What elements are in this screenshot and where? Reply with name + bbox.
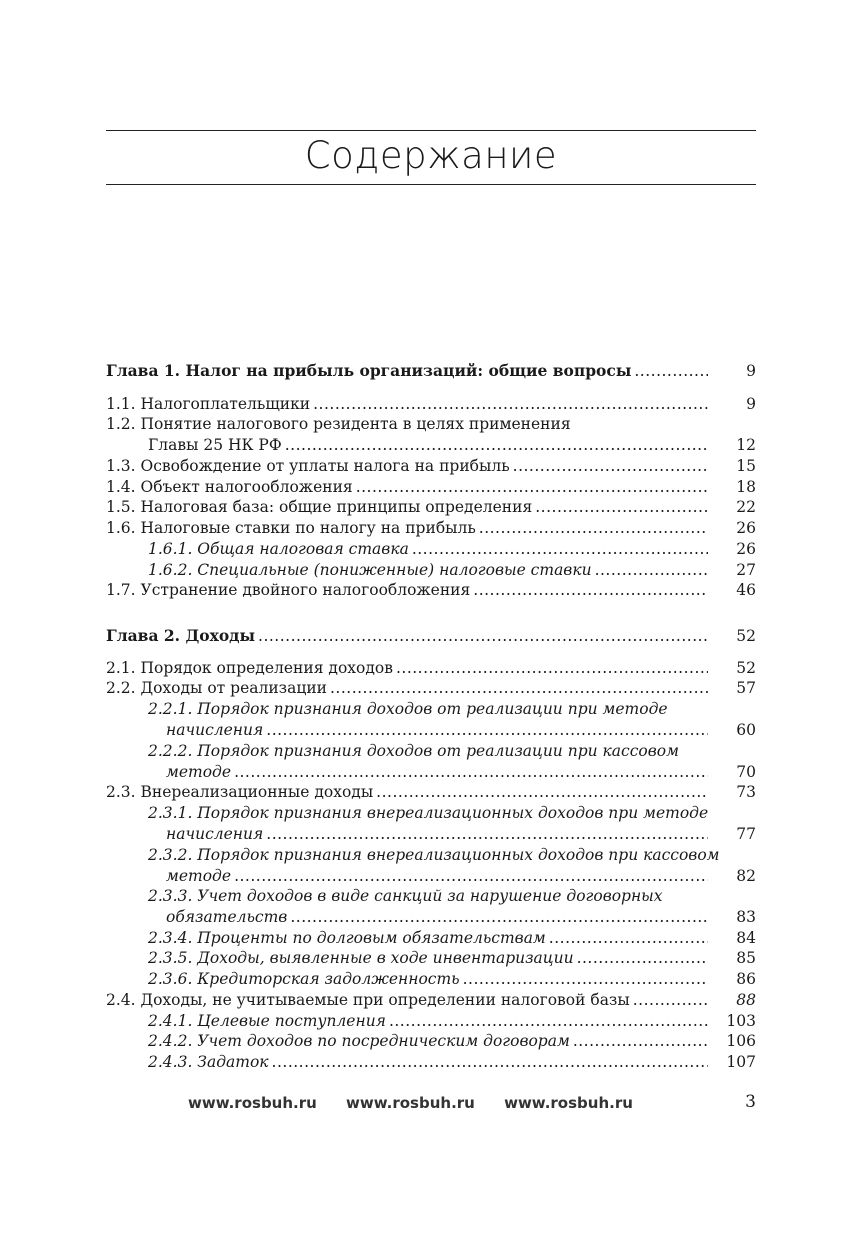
toc-entry-1-6-1[interactable] bbox=[106, 539, 756, 560]
toc-entry-1-7[interactable] bbox=[106, 580, 756, 601]
toc-label: начисления bbox=[166, 721, 264, 739]
toc-page: 70 bbox=[736, 763, 756, 781]
top-rule bbox=[106, 130, 756, 131]
page-title: Содержание bbox=[304, 134, 558, 177]
dot-leader bbox=[356, 477, 708, 498]
toc-page: 18 bbox=[736, 478, 756, 496]
page-number: 3 bbox=[745, 1092, 756, 1112]
toc-page: 46 bbox=[736, 581, 756, 599]
toc-entry-1-1[interactable] bbox=[106, 394, 756, 415]
toc-label-line1: 2.3.2. Порядок признания внереализационных доходов при кассовом bbox=[148, 846, 720, 864]
toc-label: 2.1. Порядок определения доходов bbox=[106, 659, 393, 677]
dot-leader bbox=[549, 928, 708, 949]
dot-leader bbox=[634, 361, 708, 382]
toc-label: 2.4.2. Учет доходов по посредническим договорам bbox=[148, 1032, 570, 1050]
toc-page: 103 bbox=[726, 1012, 756, 1030]
toc-label: 1.3. Освобождение от уплаты налога на прибыль bbox=[106, 457, 510, 475]
toc-label: 2.4.1. Целевые поступления bbox=[148, 1012, 386, 1030]
toc-entry-2-4-1[interactable] bbox=[106, 1011, 756, 1032]
dot-leader bbox=[633, 990, 708, 1011]
toc-entry-2-3-4[interactable] bbox=[106, 928, 756, 949]
toc-label: 1.1. Налогоплательщики bbox=[106, 395, 311, 413]
toc-page: 12 bbox=[736, 436, 756, 454]
toc-entry-2-3-2[interactable] bbox=[106, 845, 756, 887]
toc-label: 1.7. Устранение двойного налогообложения bbox=[106, 581, 471, 599]
footer-links bbox=[188, 1094, 657, 1112]
dot-leader bbox=[234, 866, 708, 887]
toc-page: 77 bbox=[736, 825, 756, 843]
toc-entry-2-3[interactable] bbox=[106, 782, 756, 803]
toc-page: 88 bbox=[736, 991, 756, 1009]
toc-page: 82 bbox=[736, 867, 756, 885]
toc-page: 86 bbox=[736, 970, 756, 988]
toc-entry-2-3-3[interactable] bbox=[106, 886, 756, 928]
toc-entry-1-4[interactable] bbox=[106, 477, 756, 498]
toc-page: 26 bbox=[736, 519, 756, 537]
toc-label: 2.3.4. Проценты по долговым обязательствам bbox=[148, 929, 546, 947]
toc-label: обязательств bbox=[166, 908, 288, 926]
toc-entry-2-1[interactable] bbox=[106, 658, 756, 679]
dot-leader bbox=[535, 497, 708, 518]
toc-label: методе bbox=[166, 867, 232, 885]
toc-page: 52 bbox=[736, 659, 756, 677]
toc-entry-1-5[interactable] bbox=[106, 497, 756, 518]
toc-entry-2-2[interactable] bbox=[106, 678, 756, 699]
toc-label-line1: 2.2.1. Порядок признания доходов от реализации при методе bbox=[148, 700, 668, 718]
toc-entry-1-2[interactable] bbox=[106, 414, 756, 456]
toc-entry-2-4[interactable] bbox=[106, 990, 756, 1011]
toc-entry-1-3[interactable] bbox=[106, 456, 756, 477]
toc-page: 57 bbox=[736, 679, 756, 697]
toc-label-line1: 2.3.1. Порядок признания внереализационных доходов при методе bbox=[148, 804, 709, 822]
toc-entry-2-3-1[interactable] bbox=[106, 803, 756, 845]
toc-entry-2-2-1[interactable] bbox=[106, 699, 756, 741]
toc-label: Глава 1. Налог на прибыль организаций: общие вопросы bbox=[106, 361, 632, 380]
dot-leader bbox=[290, 907, 708, 928]
toc-page: 22 bbox=[736, 498, 756, 516]
dot-leader bbox=[463, 969, 708, 990]
toc-label: 2.3.5. Доходы, выявленные в ходе инвентаризации bbox=[148, 949, 574, 967]
toc-label: 1.6.1. Общая налоговая ставка bbox=[148, 540, 409, 558]
dot-leader bbox=[389, 1011, 708, 1032]
toc-label: 2.4.3. Задаток bbox=[148, 1053, 269, 1071]
toc-entry-2-3-5[interactable] bbox=[106, 948, 756, 969]
footer-link[interactable]: www.rosbuh.ru bbox=[504, 1094, 633, 1112]
toc-label: 2.3. Внереализационные доходы bbox=[106, 783, 374, 801]
toc-page: 52 bbox=[736, 627, 756, 645]
dot-leader bbox=[266, 824, 708, 845]
toc-entry-2-2-2[interactable] bbox=[106, 741, 756, 783]
toc-entry-chapter-1[interactable] bbox=[106, 360, 756, 382]
dot-leader bbox=[412, 539, 708, 560]
dot-leader bbox=[285, 435, 708, 456]
toc-label: 1.4. Объект налогообложения bbox=[106, 478, 353, 496]
title-bottom-rule bbox=[106, 184, 756, 185]
toc-page: 73 bbox=[736, 783, 756, 801]
toc-entry-1-6[interactable] bbox=[106, 518, 756, 539]
toc-entry-2-4-2[interactable] bbox=[106, 1031, 756, 1052]
toc-label: Главы 25 НК РФ bbox=[148, 436, 282, 454]
dot-leader bbox=[258, 626, 708, 647]
dot-leader bbox=[479, 518, 708, 539]
toc-label-line1: 2.2.2. Порядок признания доходов от реализации при кассовом bbox=[148, 742, 679, 760]
toc-label: 1.6.2. Специальные (пониженные) налоговые ставки bbox=[148, 561, 592, 579]
toc-page: 106 bbox=[726, 1032, 756, 1050]
toc-label-line1: 1.2. Понятие налогового резидента в целях применения bbox=[106, 415, 571, 433]
toc-page: 107 bbox=[726, 1053, 756, 1071]
toc-label: начисления bbox=[166, 825, 264, 843]
dot-leader bbox=[376, 782, 708, 803]
toc-label-line1: 2.3.3. Учет доходов в виде санкций за нарушение договорных bbox=[148, 887, 663, 905]
dot-leader bbox=[313, 394, 708, 415]
toc-page: 84 bbox=[736, 929, 756, 947]
toc-page: 9 bbox=[746, 362, 756, 380]
toc-label: 2.4. Доходы, не учитываемые при определении налоговой базы bbox=[106, 991, 630, 1009]
toc-label: методе bbox=[166, 763, 232, 781]
toc-page: 83 bbox=[736, 908, 756, 926]
footer-link[interactable]: www.rosbuh.ru bbox=[188, 1094, 317, 1112]
toc-label: 1.5. Налоговая база: общие принципы определения bbox=[106, 498, 533, 516]
dot-leader bbox=[595, 560, 708, 581]
toc-entry-2-4-3[interactable] bbox=[106, 1052, 756, 1073]
toc-page: 9 bbox=[746, 395, 756, 413]
dot-leader bbox=[234, 762, 708, 783]
dot-leader bbox=[330, 678, 708, 699]
toc-entry-2-3-6[interactable] bbox=[106, 969, 756, 990]
toc-entry-1-6-2[interactable] bbox=[106, 560, 756, 581]
toc-entry-chapter-2[interactable] bbox=[106, 625, 756, 647]
toc-label: 2.3.6. Кредиторская задолженность bbox=[148, 970, 460, 988]
dot-leader bbox=[396, 658, 708, 679]
toc-label: Глава 2. Доходы bbox=[106, 626, 256, 645]
toc-label: 1.6. Налоговые ставки по налогу на прибыль bbox=[106, 519, 476, 537]
toc-page: 15 bbox=[736, 457, 756, 475]
toc-page: 27 bbox=[736, 561, 756, 579]
dot-leader bbox=[577, 948, 708, 969]
dot-leader bbox=[266, 720, 708, 741]
toc-label: 2.2. Доходы от реализации bbox=[106, 679, 327, 697]
toc-page: 85 bbox=[736, 949, 756, 967]
dot-leader bbox=[573, 1031, 708, 1052]
footer-link[interactable]: www.rosbuh.ru bbox=[346, 1094, 475, 1112]
dot-leader bbox=[272, 1052, 708, 1073]
toc-page: 26 bbox=[736, 540, 756, 558]
toc-page: 60 bbox=[736, 721, 756, 739]
dot-leader bbox=[513, 456, 708, 477]
dot-leader bbox=[473, 580, 708, 601]
